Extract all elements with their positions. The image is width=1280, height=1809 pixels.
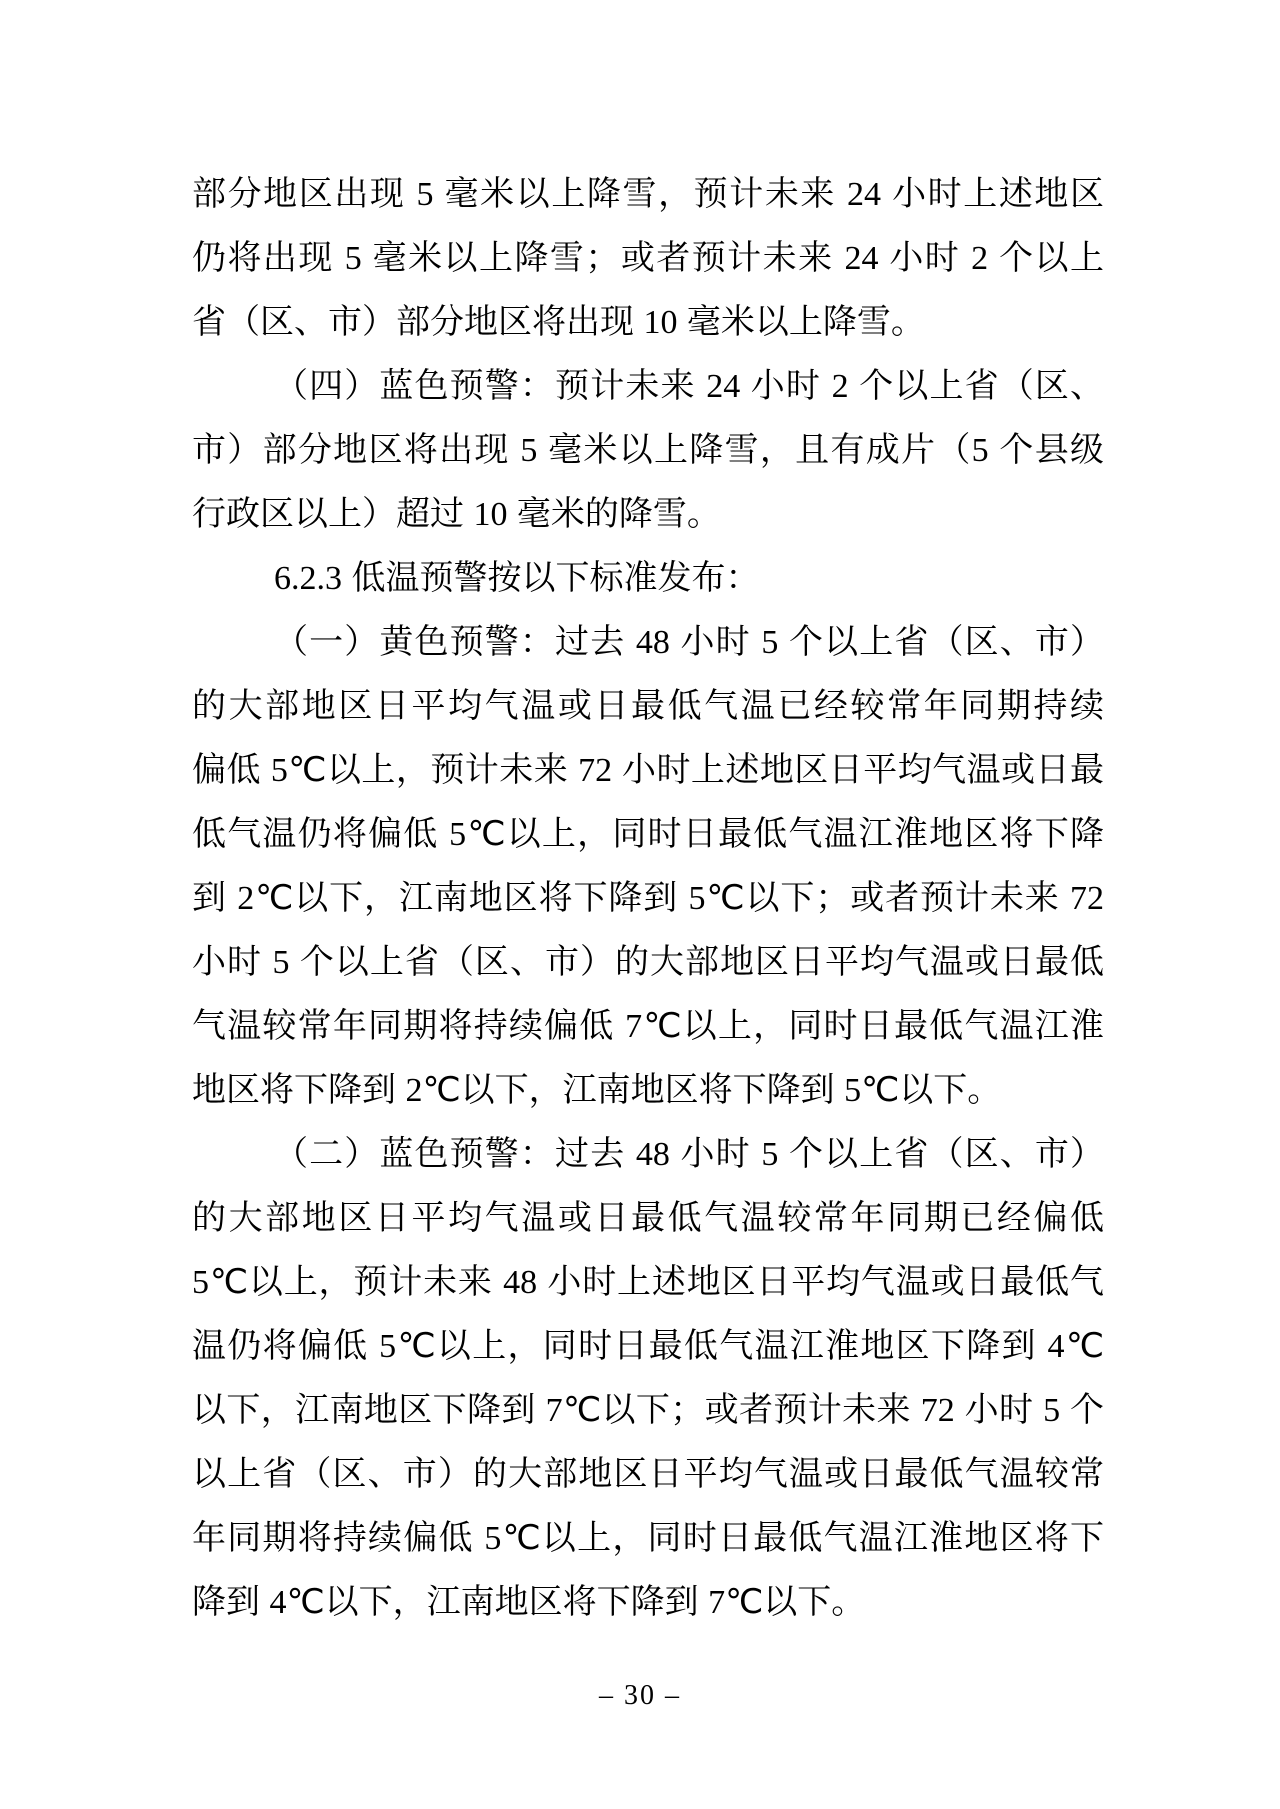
numeric-text: 10 <box>643 304 678 341</box>
numeric-text: 5 <box>761 624 779 661</box>
text-line: 年同期将持续偏低 5℃以上，同时日最低气温江淮地区将下 <box>192 1519 1104 1557</box>
numeric-text: 5 <box>971 432 989 469</box>
text-line: 省（区、市）部分地区将出现 10 毫米以上降雪。 <box>192 303 925 341</box>
text-line: 气温较常年同期将持续偏低 7℃以上，同时日最低气温江淮 <box>192 1007 1104 1045</box>
text-line: 低气温仍将偏低 5℃以上，同时日最低气温江淮地区将下降 <box>192 815 1104 853</box>
numeric-text: 5 <box>379 1328 397 1365</box>
text-line: 的大部地区日平均气温或日最低气温已经较常年同期持续 <box>192 687 1104 725</box>
text-line: 偏低 5℃以上，预计未来 72 小时上述地区日平均气温或日最 <box>192 751 1104 789</box>
numeric-text: 6.2.3 <box>274 560 342 597</box>
text-line: 的大部地区日平均气温或日最低气温较常年同期已经偏低 <box>192 1199 1104 1237</box>
text-line: 以上省（区、市）的大部地区日平均气温或日最低气温较常 <box>192 1455 1104 1493</box>
text-line: 仍将出现 5 毫米以上降雪；或者预计未来 24 小时 2 个以上 <box>192 239 1104 277</box>
numeric-text: 5 <box>688 880 706 917</box>
text-line: 6.2.3 低温预警按以下标准发布： <box>274 559 760 597</box>
numeric-text: 5 <box>344 240 362 277</box>
numeric-text: 7 <box>545 1392 563 1429</box>
numeric-text: 2 <box>971 240 989 277</box>
text-line: 地区将下降到 2℃以下，江南地区将下降到 5℃以下。 <box>192 1071 1002 1109</box>
numeric-text: 48 <box>635 624 670 661</box>
numeric-text: 2 <box>831 368 849 405</box>
numeric-text: 7 <box>625 1008 643 1045</box>
numeric-text: 5 <box>449 816 467 853</box>
numeric-text: 7 <box>708 1584 726 1621</box>
numeric-text: 5 <box>416 176 434 213</box>
text-line: 5℃以上，预计未来 48 小时上述地区日平均气温或日最低气 <box>192 1263 1104 1301</box>
numeric-text: 2 <box>237 880 255 917</box>
numeric-text: 24 <box>706 368 741 405</box>
text-line: 到 2℃以下，江南地区将下降到 5℃以下；或者预计未来 72 <box>192 879 1104 917</box>
numeric-text: 5 <box>272 944 290 981</box>
text-line: 行政区以上）超过 10 毫米的降雪。 <box>192 495 721 533</box>
numeric-text: 24 <box>844 240 879 277</box>
text-line: 降到 4℃以下，江南地区将下降到 7℃以下。 <box>192 1583 866 1621</box>
text-line: （一）黄色预警：过去 48 小时 5 个以上省（区、市） <box>274 623 1104 661</box>
numeric-text: 5 <box>484 1520 502 1557</box>
text-line: 部分地区出现 5 毫米以上降雪，预计未来 24 小时上述地区 <box>192 175 1104 213</box>
text-line: （二）蓝色预警：过去 48 小时 5 个以上省（区、市） <box>274 1135 1104 1173</box>
numeric-text: 72 <box>1070 880 1104 917</box>
numeric-text: 5 <box>270 752 288 789</box>
text-line: 温仍将偏低 5℃以上，同时日最低气温江淮地区下降到 4℃ <box>192 1327 1104 1365</box>
numeric-text: 72 <box>920 1392 955 1429</box>
numeric-text: 4 <box>269 1584 287 1621</box>
text-line: （四）蓝色预警：预计未来 24 小时 2 个以上省（区、 <box>274 367 1104 405</box>
numeric-text: 5 <box>761 1136 779 1173</box>
numeric-text: 48 <box>635 1136 670 1173</box>
numeric-text: 72 <box>578 752 613 789</box>
text-line: 以下，江南地区下降到 7℃以下；或者预计未来 72 小时 5 个 <box>192 1391 1104 1429</box>
numeric-text: 5 <box>844 1072 862 1109</box>
numeric-text: 5 <box>192 1264 209 1301</box>
numeric-text: 5 <box>1043 1392 1061 1429</box>
numeric-text: 48 <box>503 1264 538 1301</box>
text-line: 小时 5 个以上省（区、市）的大部地区日平均气温或日最低 <box>192 943 1104 981</box>
document-body <box>192 162 1104 1634</box>
numeric-text: 4 <box>1047 1328 1065 1365</box>
page-number: – 30 – <box>599 1680 681 1711</box>
numeric-text: 5 <box>520 432 538 469</box>
numeric-text: 2 <box>405 1072 423 1109</box>
numeric-text: 24 <box>847 176 882 213</box>
numeric-text: 10 <box>473 496 508 533</box>
text-line: 市）部分地区将出现 5 毫米以上降雪，且有成片（5 个县级 <box>192 431 1104 469</box>
